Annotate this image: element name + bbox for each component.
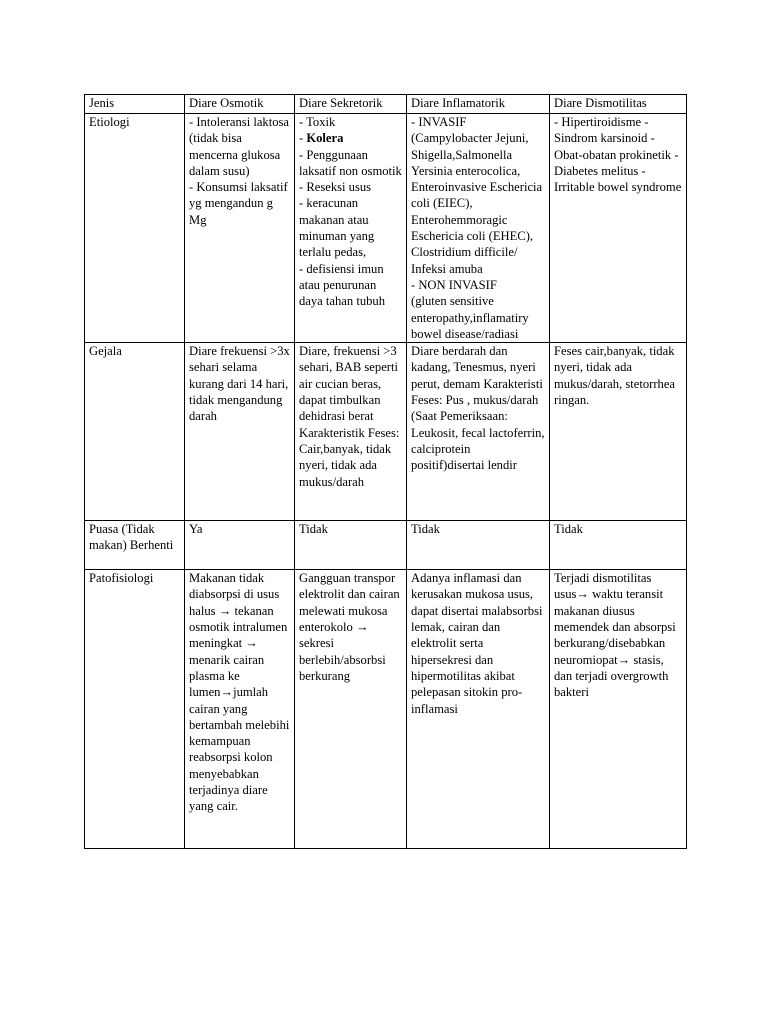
cell-etiologi-sekretorik [295, 114, 407, 343]
header-cell-dismotilitas: Diare Dismotilitas [550, 95, 687, 114]
table-row-patofisiologi [85, 570, 687, 849]
cell-gejala-osmotik: Diare frekuensi >3x sehari selama kurang dari 14 hari, tidak mengandung darah [185, 343, 295, 521]
cell-patofisiologi-dismotilitas: Terjadi dismotilitas usus→ waktu teransit makanan diusus memendek dan absorpsi berkurang/disebabkan neuromiopat→ stasis, dan terjadi overgrowth bakteri [550, 570, 687, 849]
header-cell-osmotik: Diare Osmotik [185, 95, 295, 114]
cell-puasa-osmotik: Ya [185, 521, 295, 570]
header-cell-sekretorik: Diare Sekretorik [295, 95, 407, 114]
cell-puasa-inflamatorik: Tidak [407, 521, 550, 570]
cell-patofisiologi-osmotik: Makanan tidak diabsorpsi di usus halus → tekanan osmotik intralumen meningkat → menarik cairan plasma ke lumen→jumlah cairan yang bertambah melebihi kemampuan reabsorpsi kolon menyebabkan terjadinya diare yang cair. [185, 570, 295, 849]
diarrhea-comparison-table [84, 94, 687, 849]
table-row-puasa [85, 521, 687, 570]
table-row-gejala [85, 343, 687, 521]
cell-puasa-sekretorik: Tidak [295, 521, 407, 570]
row-label-etiologi: Etiologi [85, 114, 185, 343]
cell-gejala-dismotilitas: Feses cair,banyak, tidak nyeri, tidak ada mukus/darah, stetorrhea ringan. [550, 343, 687, 521]
cell-etiologi-inflamatorik: - INVASIF (Campylobacter Jejuni, Shigella,Salmonella Yersinia enterocolica, Enteroinvasive Eschericia coli (EIEC), Enterohemmoragic Eschericia coli (EHEC), Clostridium difficile/ Infeksi amuba - NON INVASIF (gluten sensitive enteropathy,inflamatiry bowel disease/radiasi [407, 114, 550, 343]
row-label-gejala: Gejala [85, 343, 185, 521]
table-header-row [85, 95, 687, 114]
cell-gejala-inflamatorik: Diare berdarah dan kadang, Tenesmus, nyeri perut, demam Karakteristi Feses: Pus , mukus/darah (Saat Pemeriksaan: Leukosit, fecal lactoferrin, calciprotein positif)disertai lendir [407, 343, 550, 521]
header-cell-jenis: Jenis [85, 95, 185, 114]
cell-gejala-sekretorik: Diare, frekuensi >3 sehari, BAB seperti air cucian beras, dapat timbulkan dehidrasi berat Karakteristik Feses: Cair,banyak, tidak nyeri, tidak ada mukus/darah [295, 343, 407, 521]
sekretorik-etiologi-line-1: - Toxik [299, 115, 336, 129]
sekretorik-etiologi-prefix: - [299, 131, 307, 146]
cell-patofisiologi-inflamatorik: Adanya inflamasi dan kerusakan mukosa usus, dapat disertai malabsorbsi lemak, cairan dan elektrolit serta hipersekresi dan hipermotilitas akibat pelepasan sitokin pro-inflamasi [407, 570, 550, 849]
cell-etiologi-dismotilitas: - Hipertiroidisme - Sindrom karsinoid - Obat-obatan prokinetik - Diabetes melitus - Irritable bowel syndrome [550, 114, 687, 343]
cell-etiologi-osmotik: - Intoleransi laktosa (tidak bisa mencerna glukosa dalam susu) - Konsumsi laksatif yg mengandun g Mg [185, 114, 295, 343]
sekretorik-etiologi-line-2 [299, 130, 403, 146]
row-label-puasa: Puasa (Tidak makan) Berhenti [85, 521, 185, 570]
cell-puasa-dismotilitas: Tidak [550, 521, 687, 570]
sekretorik-etiologi-rest: - Penggunaan laksatif non osmotik - Reseksi usus - keracunan makanan atau minuman yang terlalu pedas, - defisiensi imun atau penurunan daya tahan tubuh [299, 147, 402, 309]
kolera-bold-text: Kolera [306, 131, 344, 146]
row-label-patofisiologi: Patofisiologi [85, 570, 185, 849]
cell-patofisiologi-sekretorik: Gangguan transpor elektrolit dan cairan melewati mukosa enterokolo → sekresi berlebih/absorbsi berkurang [295, 570, 407, 849]
table-row-etiologi [85, 114, 687, 343]
header-cell-inflamatorik: Diare Inflamatorik [407, 95, 550, 114]
